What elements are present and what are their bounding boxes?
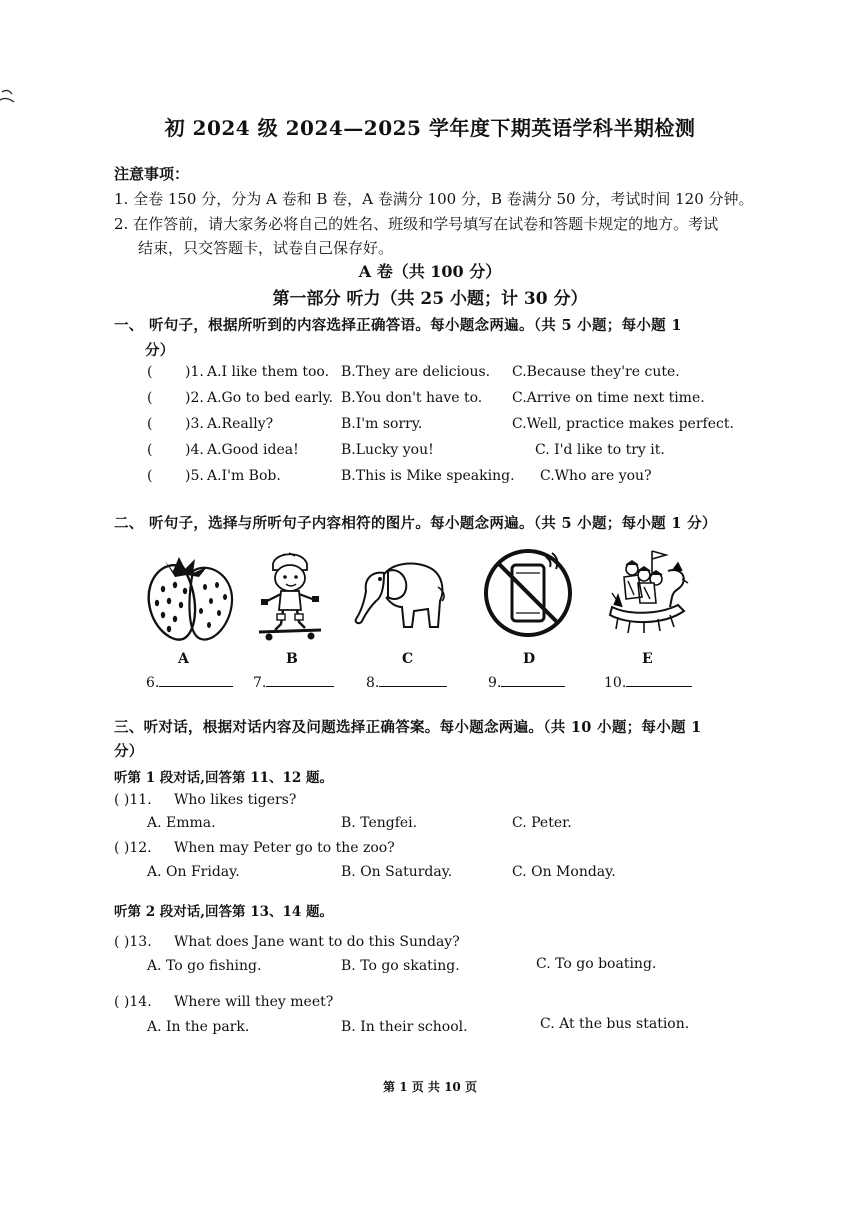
question-number: )4. [185,442,204,458]
answer-blank-6[interactable]: 6. [146,672,233,691]
section1-instruction-cont: 分） [145,342,175,359]
option-c: C. On Monday. [512,864,616,880]
option-a: A.Good idea! [207,442,299,458]
section3-instruction-cont: 分） [114,743,144,760]
question-number: )1. [185,364,204,380]
dialog-2-heading: 听第 2 段对话,回答第 13、14 题。 [114,904,333,920]
dialog-1-heading: 听第 1 段对话,回答第 11、12 题。 [114,770,333,786]
option-a: A. In the park. [147,1019,250,1035]
option-c: C. Peter. [512,815,572,831]
no-phone-sign-picture [478,547,578,639]
page-footer: 第 1 页 共 10 页 [383,1080,477,1094]
option-a: A. On Friday. [147,864,240,880]
answer-blank-7[interactable]: 7. [253,672,334,691]
question-number[interactable]: ( )11. [114,792,152,808]
option-b: B.Lucky you! [341,442,434,458]
option-c: C. I'd like to try it. [535,442,665,458]
option-a: A.I like them too. [207,364,330,380]
picture-label-a: A [178,651,189,667]
option-c: C. At the bus station. [540,1016,690,1032]
answer-paren[interactable]: ( [147,416,153,432]
picture-label-e: E [642,651,653,667]
question-text: When may Peter go to the zoo? [174,840,395,856]
notice-item-2: 2. 在作答前，请大家务必将自己的姓名、班级和学号填写在试卷和答题卡规定的地方。考试 [114,215,719,233]
answer-paren[interactable]: ( [147,390,153,406]
option-b: B. In their school. [341,1019,468,1035]
answer-blank-10[interactable]: 10. [604,672,692,691]
option-b: B.This is Mike speaking. [341,468,515,484]
option-a: A.Go to bed early. [207,390,334,406]
picture-label-c: C [402,651,414,667]
option-b: B.They are delicious. [341,364,491,380]
section1-instruction: 一、 听句子，根据所听到的内容选择正确答语。每小题念两遍。（共 5 小题；每小题 1 [114,317,682,334]
paper-a-heading: A 卷（共 100 分） [358,262,502,281]
option-c: C.Because they're cute. [512,364,680,380]
option-c: C.Who are you? [540,468,652,484]
answer-paren[interactable]: ( [147,442,153,458]
option-a: A.I'm Bob. [207,468,281,484]
section3-instruction: 三、听对话，根据对话内容及问题选择正确答案。每小题念两遍。（共 10 小题；每小题 1 [114,719,702,736]
answer-blank-8[interactable]: 8. [366,672,447,691]
question-number: )5. [185,468,204,484]
answer-blank-9[interactable]: 9. [488,672,565,691]
option-b: B. On Saturday. [341,864,453,880]
strawberry-picture [143,553,237,645]
option-b: B.I'm sorry. [341,416,423,432]
question-number[interactable]: ( )14. [114,994,152,1010]
dragon-boat-picture [608,545,690,637]
answer-paren[interactable]: ( [147,364,153,380]
question-text: Where will they meet? [174,994,334,1010]
picture-label-d: D [523,651,536,667]
notice-item-2-cont: 结束，只交答题卡，试卷自己保存好。 [138,239,394,257]
option-c: C.Arrive on time next time. [512,390,705,406]
answer-paren[interactable]: ( [147,468,153,484]
question-number: )2. [185,390,204,406]
option-b: B. Tengfei. [341,815,418,831]
notice-heading: 注意事项： [114,165,190,183]
question-number[interactable]: ( )12. [114,840,152,856]
option-c: C.Well, practice makes perfect. [512,416,734,432]
option-a: A.Really? [207,416,274,432]
elephant-picture [354,557,446,633]
picture-label-b: B [286,651,298,667]
option-c: C. To go boating. [536,956,657,972]
skateboard-boy-picture [255,550,325,644]
notice-item-1: 1. 全卷 150 分，分为 A 卷和 B 卷，A 卷满分 100 分，B 卷满分 50 分，考试时间 120 分钟。 [114,190,754,208]
option-a: A. Emma. [147,815,216,831]
section2-instruction: 二、 听句子，选择与所听句子内容相符的图片。每小题念两遍。（共 5 小题；每小题 1 分） [114,515,717,532]
part1-heading: 第一部分 听力（共 25 小题；计 30 分） [272,289,588,309]
question-number[interactable]: ( )13. [114,934,152,950]
margin-scribble-icon [0,88,16,108]
option-b: B.You don't have to. [341,390,483,406]
question-text: Who likes tigers? [174,792,297,808]
question-text: What does Jane want to do this Sunday? [174,934,460,950]
page-title: 初 2024 级 2024—2025 学年度下期英语学科半期检测 [164,116,696,140]
option-a: A. To go fishing. [147,958,262,974]
option-b: B. To go skating. [341,958,460,974]
question-number: )3. [185,416,204,432]
